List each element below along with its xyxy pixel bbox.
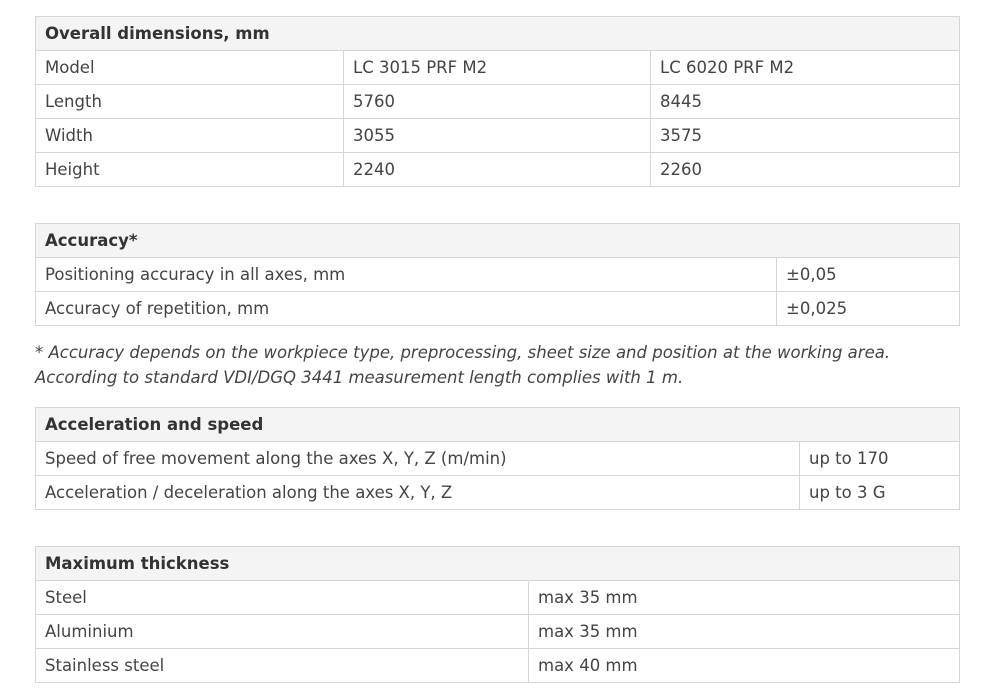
row-label: Speed of free movement along the axes X, Y, Z (m/min): [36, 442, 800, 476]
table-title: Maximum thickness: [36, 547, 960, 581]
table-row: [36, 581, 960, 615]
cell-value: 3055: [344, 119, 651, 153]
table-row: [36, 476, 960, 510]
cell-value: up to 170: [800, 442, 960, 476]
table-row: [36, 442, 960, 476]
cell-value: LC 3015 PRF M2: [344, 51, 651, 85]
cell-value: LC 6020 PRF M2: [651, 51, 960, 85]
table-header-row: [36, 17, 960, 51]
row-label: Aluminium: [36, 615, 529, 649]
row-label: Width: [36, 119, 344, 153]
cell-value: 5760: [344, 85, 651, 119]
cell-value: 2240: [344, 153, 651, 187]
table-row: [36, 258, 960, 292]
cell-value: ±0,05: [777, 258, 960, 292]
table-title: Accuracy*: [36, 224, 960, 258]
accuracy-table: [35, 223, 960, 326]
acceleration-speed-table: [35, 407, 960, 510]
table-row: [36, 649, 960, 683]
maximum-thickness-table: [35, 546, 960, 683]
table-title: Acceleration and speed: [36, 408, 960, 442]
table-row: [36, 615, 960, 649]
table-header-row: [36, 408, 960, 442]
cell-value: ±0,025: [777, 292, 960, 326]
table-row: [36, 153, 960, 187]
row-label: Positioning accuracy in all axes, mm: [36, 258, 777, 292]
table-row: [36, 51, 960, 85]
table-header-row: [36, 547, 960, 581]
row-label: Height: [36, 153, 344, 187]
cell-value: max 35 mm: [529, 581, 960, 615]
cell-value: 2260: [651, 153, 960, 187]
accuracy-footnote: * Accuracy depends on the workpiece type, preprocessing, sheet size and position at the working area. According to standard VDI/DGQ 3441 measurement length complies with 1 m.: [35, 343, 891, 387]
table-row: [36, 119, 960, 153]
row-label: Accuracy of repetition, mm: [36, 292, 777, 326]
row-label: Stainless steel: [36, 649, 529, 683]
cell-value: 3575: [651, 119, 960, 153]
table-row: [36, 292, 960, 326]
row-label: Model: [36, 51, 344, 85]
table-header-row: [36, 224, 960, 258]
cell-value: max 40 mm: [529, 649, 960, 683]
cell-value: 8445: [651, 85, 960, 119]
table-title: Overall dimensions, mm: [36, 17, 960, 51]
overall-dimensions-table: [35, 16, 960, 187]
row-label: Steel: [36, 581, 529, 615]
cell-value: up to 3 G: [800, 476, 960, 510]
row-label: Length: [36, 85, 344, 119]
cell-value: max 35 mm: [529, 615, 960, 649]
table-row: [36, 85, 960, 119]
row-label: Acceleration / deceleration along the axes X, Y, Z: [36, 476, 800, 510]
